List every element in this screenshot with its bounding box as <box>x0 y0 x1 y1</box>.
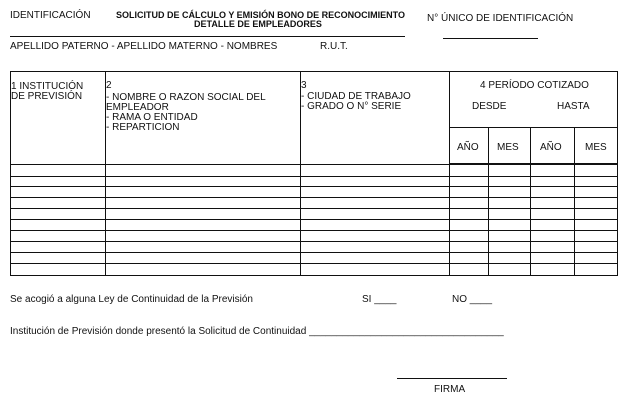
form-title-line2: DETALLE DE EMPLEADORES <box>194 19 322 29</box>
no-option[interactable]: NO ____ <box>452 294 493 305</box>
col1-header-line1: 1 INSTITUCIÓN <box>11 81 84 92</box>
signature-label: FIRMA <box>434 384 466 395</box>
desde-month-header: MES <box>497 142 519 153</box>
col1-header-line2: DE PREVISIÓN <box>11 91 83 102</box>
name-underline <box>10 36 405 37</box>
col2-number: 2 <box>106 80 112 91</box>
unique-id-label: N° ÚNICO DE IDENTIFICACIÓN <box>427 13 574 24</box>
col3-header-line2: - GRADO O N° SERIE <box>301 101 402 112</box>
continuity-question: Se acogió a alguna Ley de Continuidad de la Previsión <box>10 294 253 305</box>
period-header: 4 PERÍODO COTIZADO <box>480 80 589 91</box>
name-label: APELLIDO PATERNO - APELLIDO MATERNO - NOMBRES <box>10 41 278 52</box>
institution-continuity-field[interactable]: Institución de Previsión donde presentó la Solicitud de Continuidad ___________________________________ <box>10 326 504 337</box>
si-option[interactable]: SI ____ <box>362 294 397 305</box>
unique-id-field-line[interactable] <box>443 38 538 39</box>
form-title-line1: SOLICITUD DE CÁLCULO Y EMISIÓN BONO DE RECONOCIMIENTO <box>116 10 406 20</box>
signature-line[interactable] <box>397 378 507 379</box>
col3-header-line1: - CIUDAD DE TRABAJO <box>301 91 411 102</box>
hasta-year-header: AÑO <box>540 142 562 153</box>
identification-label: IDENTIFICACIÓN <box>10 10 91 21</box>
col2-header-line2: EMPLEADOR <box>106 102 169 113</box>
desde-year-header: AÑO <box>457 142 479 153</box>
col2-header-line3: - RAMA O ENTIDAD <box>106 112 198 123</box>
col2-header-line1: - NOMBRE O RAZON SOCIAL DEL <box>106 92 266 103</box>
col2-header-line4: - REPARTICION <box>106 122 180 133</box>
col3-number: 3 <box>301 80 307 91</box>
rut-label: R.U.T. <box>320 41 348 52</box>
desde-header: DESDE <box>472 101 507 112</box>
hasta-header: HASTA <box>557 101 590 112</box>
hasta-month-header: MES <box>585 142 607 153</box>
